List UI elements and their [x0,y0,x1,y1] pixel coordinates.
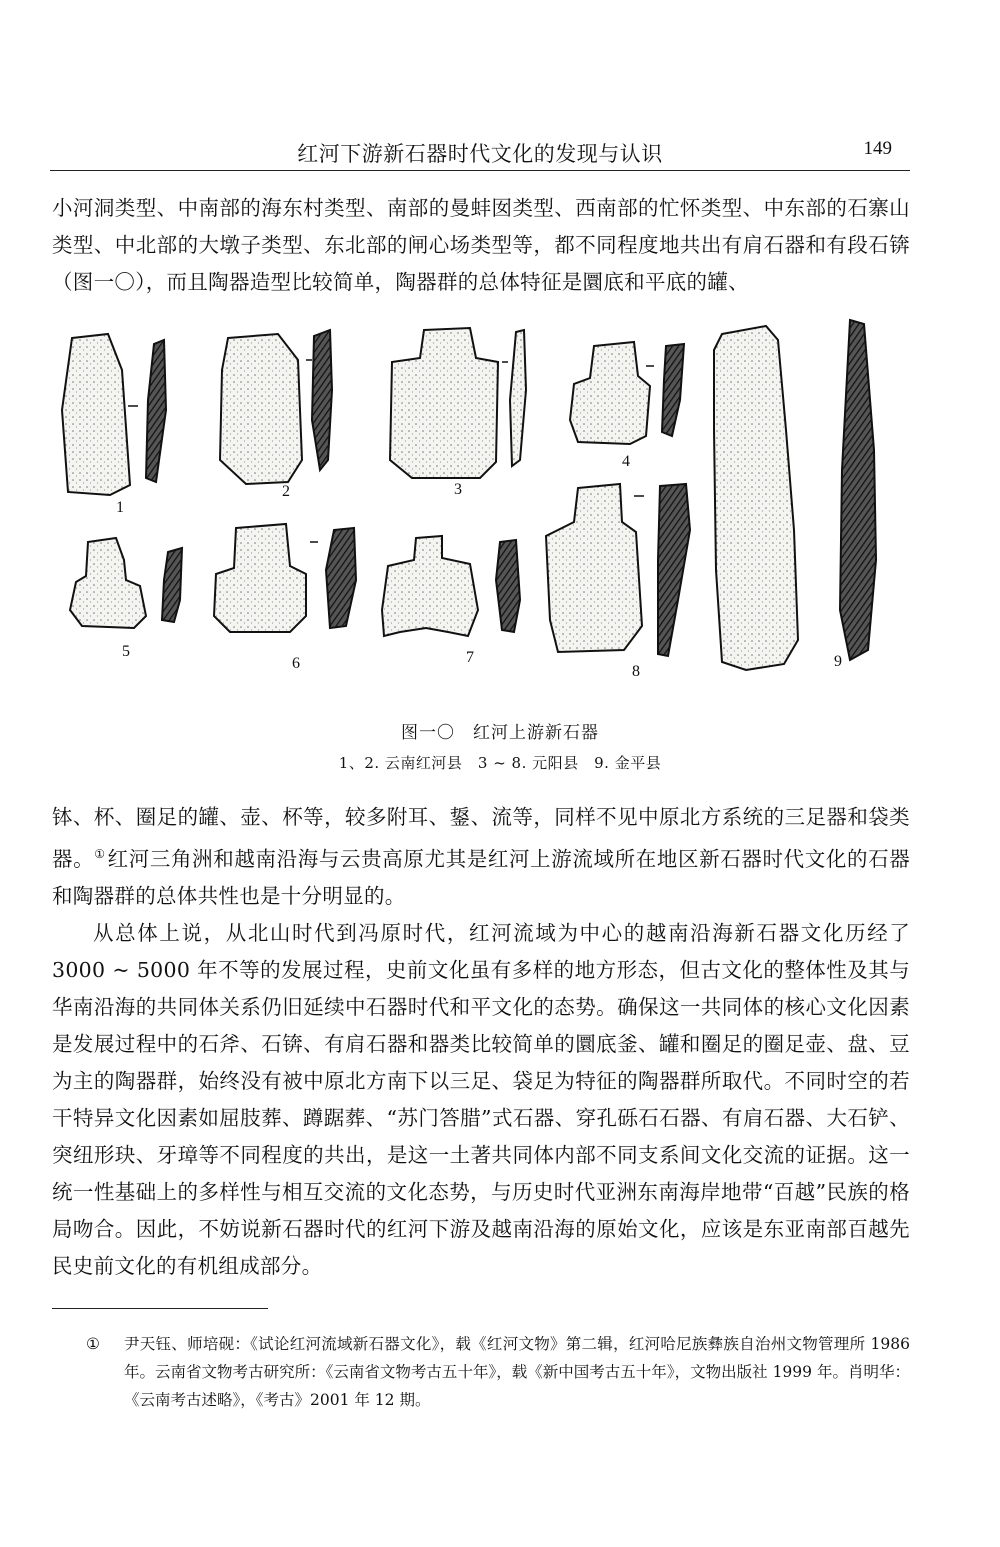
item-label-5: 5 [122,643,130,660]
item-label-7: 7 [466,649,474,666]
figure-subcaption: 1、2. 云南红河县 3 ~ 8. 元阳县 9. 金平县 [338,754,662,772]
tool-4-side [662,344,684,436]
tool-4-face [570,342,650,444]
figure-caption: 图一〇 红河上游新石器 [401,723,599,743]
running-title: 红河下游新石器时代文化的发现与认识 [297,142,663,166]
footnote-reference[interactable]: ① [94,847,106,861]
tool-7-face [382,536,478,636]
footnote-text: 尹天钰、师培砚：《试论红河流域新石器文化》，载《红河文物》第二辑，红河哈尼族彝族自治州文物管理所 1986 年。云南省文物考古研究所：《云南省文物考古五十年》，载《新中国考古五十年》，文物出版社 1999 年。肖明华：《云南考古述略》，《考古》2001 年 12 期。 [124,1335,910,1409]
tool-1-face [62,334,130,495]
tool-9-face [714,326,798,670]
watermark [908,958,978,1208]
tool-8-face [546,484,642,652]
page-number: 149 [863,138,892,159]
tool-6-side [326,528,356,628]
tool-7-side [496,540,520,632]
item-label-8: 8 [632,663,640,680]
paragraph-2-text-a: 钵、杯、圈足的罐、壶、杯等，较多附耳、鋬、流等，同样不见中原北方系统的三足器和袋类器。 [52,805,910,871]
item-label-2: 2 [282,483,290,500]
item-label-9: 9 [834,653,842,670]
tool-2-face [220,334,302,484]
item-label-3: 3 [454,481,462,498]
tool-9-side [840,320,876,660]
tool-5-face [70,538,146,628]
item-label-6: 6 [292,655,300,672]
running-header [50,130,910,171]
paragraph-1: 小河洞类型、中南部的海东村类型、南部的曼蚌囡类型、西南部的忙怀类型、中东部的石寨山类型、中北部的大墩子类型、东北部的闸心场类型等，都不同程度地共出有肩石器和有段石锛（图一〇），而且陶器造型比较简单，陶器群的总体特征是圜底和平底的罐、 [52,196,910,294]
footnote [88,1330,910,1414]
item-label-4: 4 [622,453,630,470]
tool-8-side [658,484,690,656]
tool-3-face [390,328,498,478]
tool-1-side [146,340,166,482]
tool-6-face [214,524,306,632]
tool-3-side [510,330,526,466]
footnote-mark: ① [86,1335,100,1353]
stone-tools-drawing [50,310,910,690]
tool-5-side [162,548,182,622]
tool-2-side [312,330,332,470]
paragraph-2-text-b: 红河三角洲和越南沿海与云贵高原尤其是红河上游流域所在地区新石器时代文化的石器和陶器群的总体共性也是十分明显的。 [52,847,910,908]
paragraph-2 [52,799,910,915]
item-label-1: 1 [116,499,124,516]
figure-stone-tools [50,310,910,690]
footnote-divider [52,1308,268,1309]
paragraph-3: 从总体上说，从北山时代到冯原时代，红河流域为中心的越南沿海新石器文化历经了3000 ~ 5000 年不等的发展过程，史前文化虽有多样的地方形态，但古文化的整体性及其与华南沿海的共同体关系仍旧延续中石器时代和平文化的态势。确保这一共同体的核心文化因素是发展过程中的石斧、石锛、有肩石器和器类比较简单的圜底釜、罐和圈足的圈足壶、盘、豆为主的陶器群，始终没有被中原北方南下以三足、袋足为特征的陶器群所取代。不同时空的若干特异文化因素如屈肢葬、蹲踞葬、“苏门答腊”式石器、穿孔砾石石器、有肩石器、大石铲、突纽形玦、牙璋等不同程度的共出，是这一土著共同体内部不同支系间文化交流的证据。这一统一性基础上的多样性与相互交流的文化态势，与历史时代亚洲东南海岸地带“百越”民族的格局吻合。因此，不妨说新石器时代的红河下游及越南沿海的原始文化，应该是东亚南部百越先民史前文化的有机组成部分。 [52,921,910,1278]
